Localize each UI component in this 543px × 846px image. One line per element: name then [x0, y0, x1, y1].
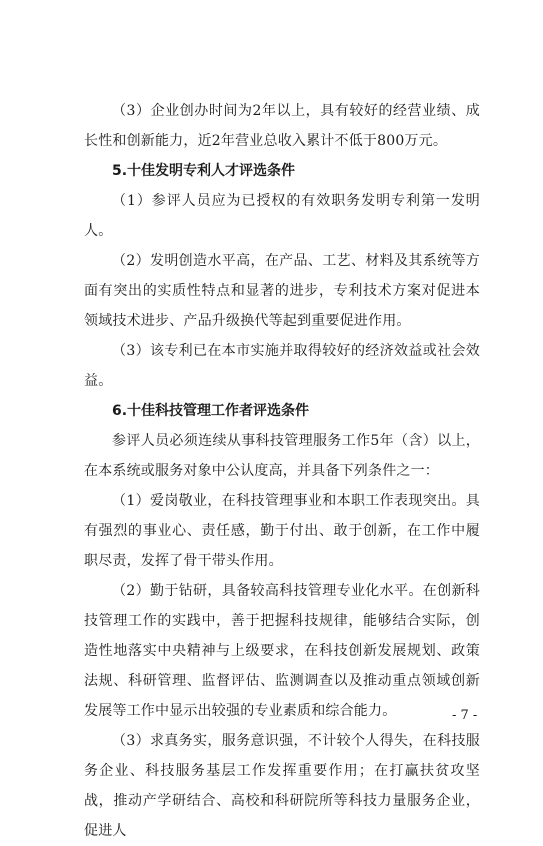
- paragraph-management-criteria-3: （3）求真务实，服务意识强，不计较个人得失，在科技服务企业、科技服务基层工作发挥重要作用；在打赢扶贫攻坚战，推动产学研结合、高校和科研院所等科技力量服务企业，促进人: [84, 733, 480, 839]
- paragraph-management-intro: 参评人员必须连续从事科技管理服务工作5年（含）以上，在本系统或服务对象中公认度高，并具备下列条件之一：: [84, 433, 480, 479]
- paragraph-management-criteria-1: （1）爱岗敬业，在科技管理事业和本职工作表现突出。具有强烈的事业心、责任感，勤于付出、敢于创新，在工作中履职尽责，发挥了骨干带头作用。: [84, 493, 480, 569]
- paragraph-patent-criteria-3: （3）该专利已在本市实施并取得较好的经济效益或社会效益。: [84, 343, 480, 389]
- paragraph-management-criteria-2: （2）勤于钻研，具备较高科技管理专业化水平。在创新科技管理工作的实践中，善于把握科技规律，能够结合实际，创造性地落实中央精神与上级要求，在科技创新发展规划、政策法规、科研管理、监督评估、监测调查以及推动重点领域创新发展等工作中显示出较强的专业素质和综合能力。: [84, 583, 480, 719]
- paragraph-patent-criteria-2: （2）发明创造水平高，在产品、工艺、材料及其系统等方面有突出的实质性特点和显著的进步，专利技术方案对促进本领域技术进步、产品升级换代等起到重要促进作用。: [84, 253, 480, 329]
- paragraph-enterprise-criteria-3: （3）企业创办时间为2年以上，具有较好的经营业绩、成长性和创新能力，近2年营业总收入累计不低于800万元。: [84, 103, 480, 149]
- section-heading-patent-talent: 5.十佳发明专利人才评选条件: [112, 163, 296, 179]
- document-body: [84, 96, 480, 846]
- section-heading-tech-management: 6.十佳科技管理工作者评选条件: [112, 403, 310, 419]
- page-number: - 7 -: [452, 708, 478, 723]
- paragraph-patent-criteria-1: （1）参评人员应为已授权的有效职务发明专利第一发明人。: [84, 193, 480, 239]
